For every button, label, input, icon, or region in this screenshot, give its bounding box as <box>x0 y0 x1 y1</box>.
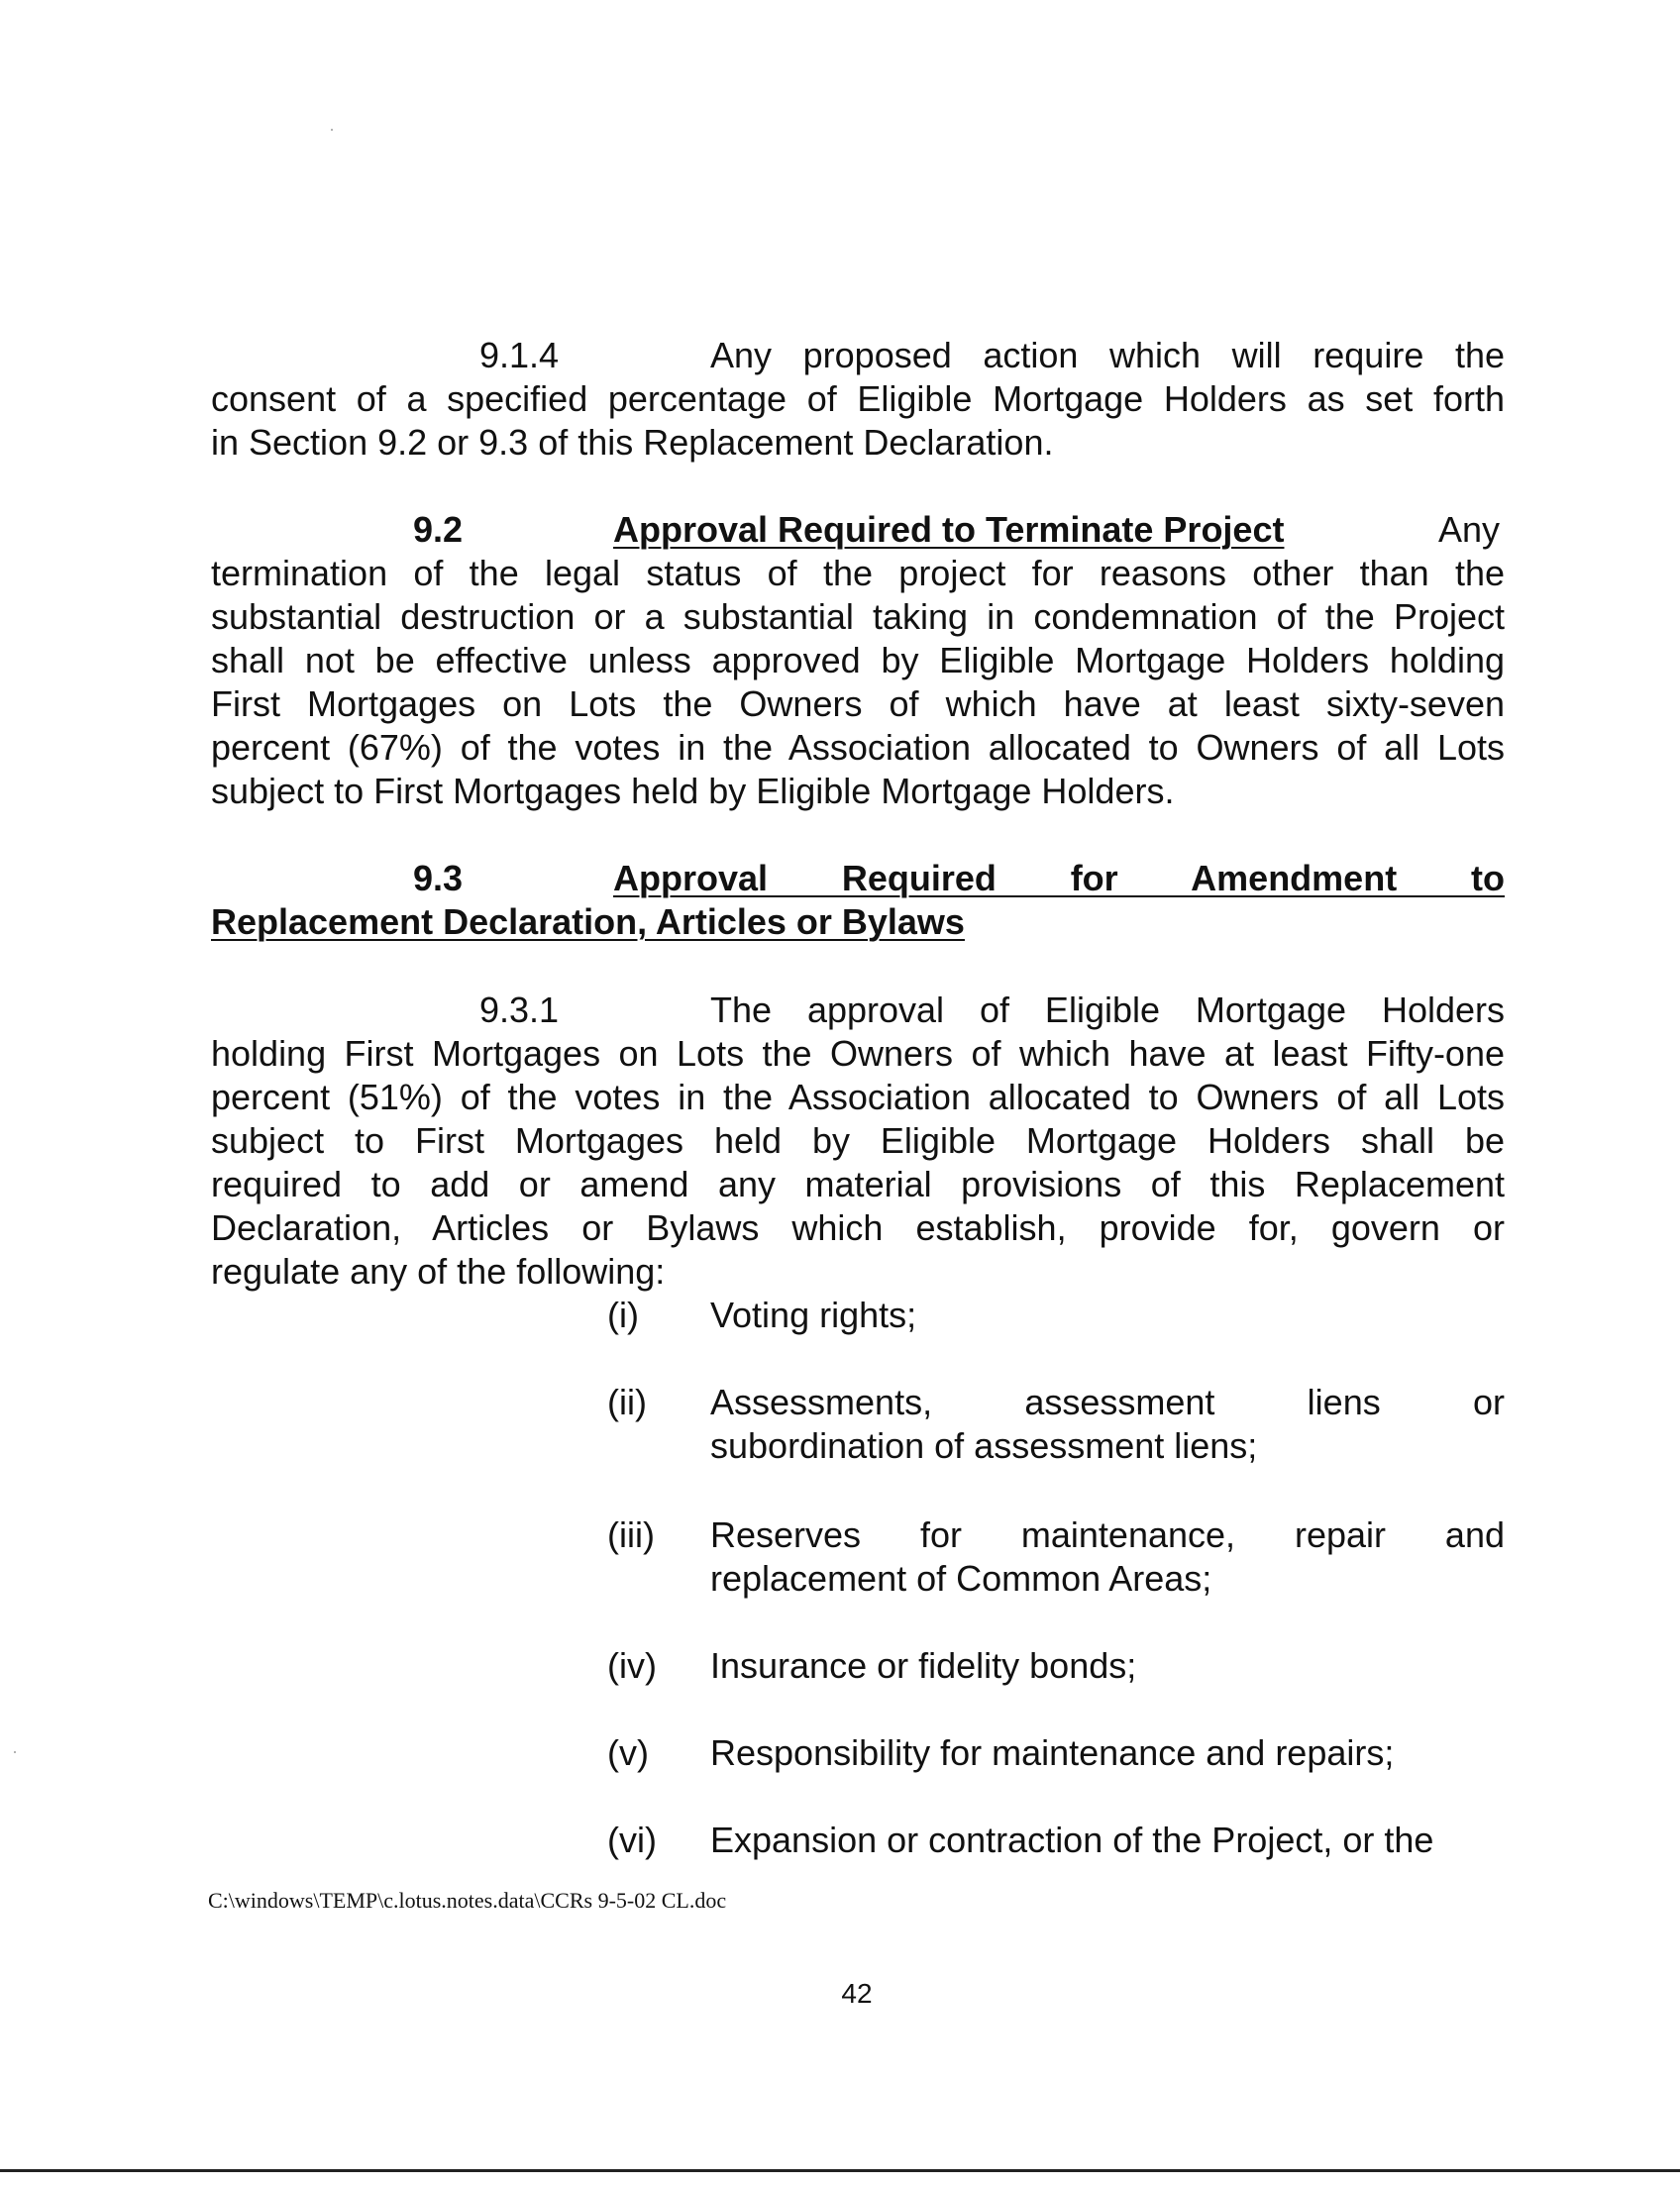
paragraph-line <box>710 989 1505 1032</box>
heading-text: Approval Required for Amendment to <box>613 858 1505 898</box>
list-marker: (i) <box>607 1295 639 1335</box>
paragraph-body <box>211 1032 1505 1294</box>
text-line: Assessments, assessment liens or <box>710 1382 1505 1422</box>
section-number: 9.3.1 <box>479 989 560 1030</box>
text-line: Reserves for maintenance, repair and <box>710 1514 1505 1555</box>
text-line: Any proposed action which will require the <box>710 335 1505 375</box>
text-line: consent of a specified percentage of Eligible Mortgage Holders as set forth <box>211 378 1505 419</box>
section-heading: Approval Required to Terminate Project <box>613 509 1285 550</box>
section-heading-line-2 <box>211 900 1505 944</box>
bottom-rule <box>0 2169 1680 2172</box>
list-marker: (vi) <box>607 1820 657 1860</box>
section-heading-line-1 <box>613 857 1505 900</box>
text-line: shall not be effective unless approved by Eligible Mortgage Holders holding <box>211 640 1505 680</box>
section-number: 9.3 <box>413 858 464 898</box>
paragraph-body <box>211 377 1505 465</box>
text-line: termination of the legal status of the project for reasons other than the <box>211 553 1505 593</box>
text-line: holding First Mortgages on Lots the Owners of which have at least Fifty-one <box>211 1033 1505 1074</box>
page-number: 42 <box>841 1978 873 2009</box>
list-marker: (iv) <box>607 1645 657 1686</box>
paragraph-body <box>211 552 1505 813</box>
section-number: 9.2 <box>413 509 464 550</box>
text-line: subordination of assessment liens; <box>710 1425 1258 1466</box>
text-line: Expansion or contraction of the Project, or the <box>710 1820 1434 1860</box>
scan-speck <box>14 1751 16 1753</box>
text-line: substantial destruction or a substantial taking in condemnation of the Project <box>211 596 1505 637</box>
text-line: The approval of Eligible Mortgage Holders <box>710 989 1505 1030</box>
text-line: required to add or amend any material provisions of this Replacement <box>211 1164 1505 1204</box>
text-line: subject to First Mortgages held by Eligible Mortgage Holders shall be <box>211 1120 1505 1161</box>
heading-lead-text: Any <box>1438 509 1501 550</box>
text-line: Insurance or fidelity bonds; <box>710 1645 1137 1686</box>
text-line: percent (51%) of the votes in the Association allocated to Owners of all Lots <box>211 1077 1505 1117</box>
text-line: regulate any of the following: <box>211 1251 666 1292</box>
list-marker: (v) <box>607 1732 649 1773</box>
text-line: Responsibility for maintenance and repairs; <box>710 1732 1395 1773</box>
text-line: First Mortgages on Lots the Owners of which have at least sixty-seven <box>211 683 1505 724</box>
heading-text: Replacement Declaration, Articles or Bylaws <box>211 901 965 942</box>
footer-file-path: C:\windows\TEMP\c.lotus.notes.data\CCRs 9-5-02 CL.doc <box>208 1888 727 1913</box>
text-line: in Section 9.2 or 9.3 of this Replacement Declaration. <box>211 422 1054 463</box>
list-marker: (iii) <box>607 1514 655 1555</box>
section-number: 9.1.4 <box>479 335 560 375</box>
text-line: Declaration, Articles or Bylaws which establish, provide for, govern or <box>211 1207 1505 1248</box>
list-marker: (ii) <box>607 1382 647 1422</box>
text-line: Voting rights; <box>710 1295 917 1335</box>
scan-speck <box>331 129 333 131</box>
text-line: subject to First Mortgages held by Eligible Mortgage Holders. <box>211 771 1175 811</box>
paragraph-line <box>710 334 1505 377</box>
text-line: percent (67%) of the votes in the Association allocated to Owners of all Lots <box>211 727 1505 768</box>
text-line: replacement of Common Areas; <box>710 1558 1212 1599</box>
